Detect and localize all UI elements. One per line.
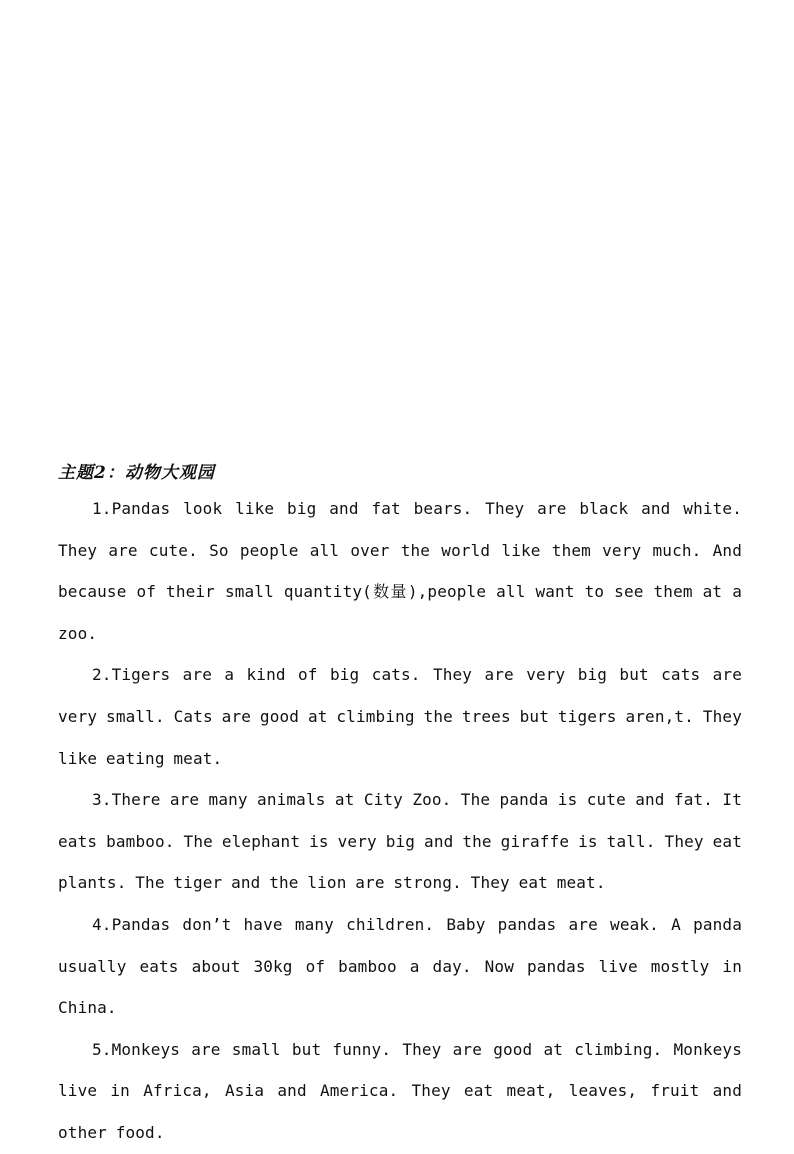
document-body	[58, 458, 742, 1154]
paragraph-1: 1.Pandas look like big and fat bears. They are black and white. They are cute. So people all over the world like them very much. And because of their small quantity(数量),people all want to see them at a zoo.	[58, 499, 742, 643]
section-heading: 主题2：动物大观园	[58, 463, 215, 483]
paragraph-3: 3.There are many animals at City Zoo. The panda is cute and fat. It eats bamboo. The elephant is very big and the giraffe is tall. They eat plants. The tiger and the lion are strong. They eat meat.	[58, 790, 742, 893]
paragraph-4: 4.Pandas don’t have many children. Baby pandas are weak. A panda usually eats about 30kg of bamboo a day. Now pandas live mostly in China.	[58, 914, 742, 1018]
paragraph-5: 5.Monkeys are small but funny. They are good at climbing. Monkeys live in Africa, Asia and America. They eat meat, leaves, fruit and other food.	[58, 1039, 742, 1142]
paragraph-2: 2.Tigers are a kind of big cats. They are very big but cats are very small. Cats are good at climbing the trees but tigers aren,t. They like eating meat.	[58, 665, 742, 768]
